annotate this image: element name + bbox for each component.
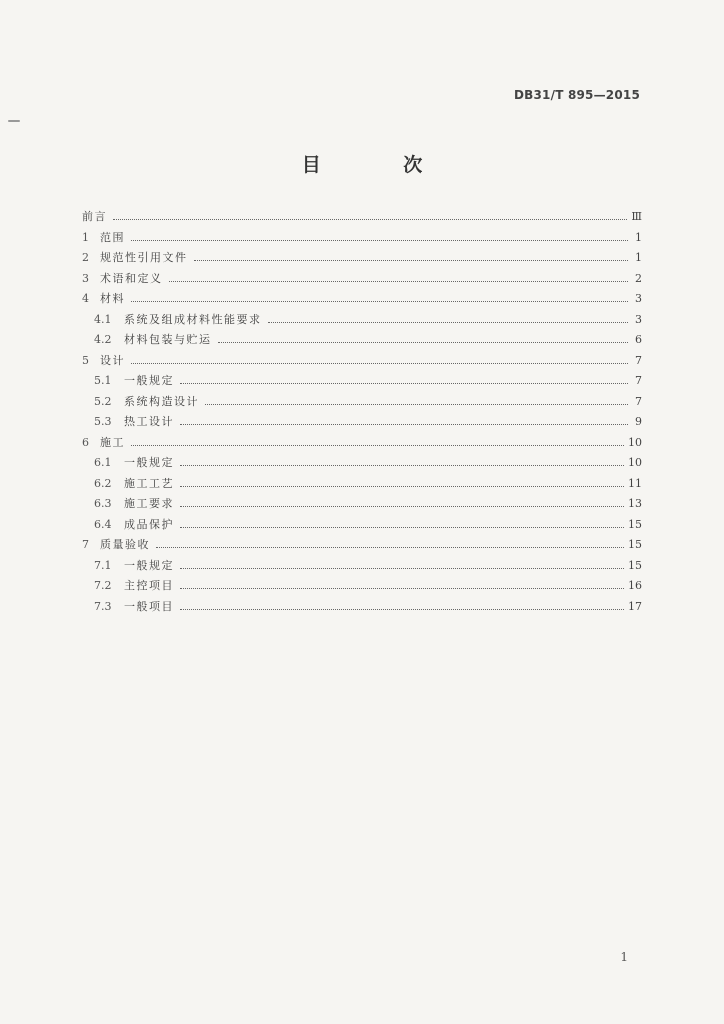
toc-entry-page: 9 (635, 415, 642, 428)
dot-leader (180, 485, 624, 487)
toc-entry-page: 7 (635, 394, 642, 408)
toc-entry-page: 15 (628, 538, 642, 551)
toc-entry[interactable] (82, 577, 642, 598)
toc-entry[interactable] (82, 290, 642, 311)
toc-entry-number: 7 (82, 538, 89, 551)
toc-entry-page: 6 (635, 333, 642, 346)
dot-leader (180, 567, 624, 569)
dot-leader (113, 218, 627, 220)
dot-leader (131, 300, 628, 302)
toc-entry-page: 11 (628, 476, 642, 490)
dot-leader (180, 505, 624, 507)
toc-entry-number: 6 (82, 435, 89, 449)
toc-entry-label: 材料 (100, 292, 125, 305)
toc-entry[interactable] (82, 516, 642, 537)
toc-entry-number: 6.3 (94, 497, 112, 510)
toc-entry-page: 7 (635, 353, 642, 367)
toc-entry-page: Ⅲ (631, 210, 642, 223)
toc-entry[interactable] (82, 229, 642, 250)
toc-entry-page: 13 (628, 497, 642, 510)
toc-entry[interactable] (82, 270, 642, 291)
toc-entry-page: 1 (635, 251, 642, 264)
dot-leader (180, 423, 628, 425)
toc-entry-page: 15 (628, 517, 642, 531)
dot-leader (131, 444, 624, 446)
toc-entry[interactable] (82, 413, 642, 434)
toc-entry-label: 设计 (100, 353, 125, 367)
page-number: 1 (620, 950, 628, 964)
dot-leader (180, 587, 624, 589)
toc-entry-number: 4 (82, 292, 89, 305)
toc-entry-label: 热工设计 (124, 415, 174, 428)
toc-entry[interactable] (82, 249, 642, 270)
page-title: 目 次 (301, 154, 461, 176)
dot-leader (194, 259, 629, 261)
toc-entry-label: 一般规定 (124, 558, 174, 572)
toc-entry-number: 2 (82, 251, 89, 264)
toc-entry-page: 10 (628, 435, 642, 449)
toc-entry-page: 3 (635, 312, 642, 326)
toc-entry-number: 6.1 (94, 456, 112, 469)
toc-entry-number: 7.3 (94, 599, 112, 613)
toc-entry-label: 施工工艺 (124, 476, 174, 490)
toc-entry-number: 4.2 (94, 333, 112, 346)
toc-entry-page: 10 (628, 456, 642, 469)
dot-leader (156, 546, 624, 548)
toc-entry-page: 2 (635, 271, 642, 285)
toc-entry-number: 1 (82, 230, 89, 244)
toc-entry[interactable] (82, 598, 642, 619)
toc-entry-label: 主控项目 (124, 579, 174, 592)
toc-entry[interactable] (82, 475, 642, 496)
toc-entry-label: 成品保护 (124, 517, 174, 531)
table-of-contents (82, 208, 642, 618)
toc-entry-number: 6.4 (94, 517, 112, 531)
toc-entry[interactable] (82, 352, 642, 373)
toc-entry-number: 4.1 (94, 312, 112, 326)
toc-entry-page: 3 (635, 292, 642, 305)
toc-entry[interactable] (82, 495, 642, 516)
toc-entry-label: 一般项目 (124, 599, 174, 613)
dot-leader (180, 608, 624, 610)
toc-entry-page: 16 (628, 579, 642, 592)
toc-entry[interactable] (82, 331, 642, 352)
dot-leader (268, 321, 629, 323)
toc-entry-page: 7 (635, 374, 642, 387)
toc-entry-label: 范围 (100, 230, 125, 244)
toc-entry-number: 5.3 (94, 415, 112, 428)
toc-entry-label: 系统及组成材料性能要求 (124, 312, 262, 326)
toc-entry-number: 7.1 (94, 558, 112, 572)
toc-entry-label: 施工 (100, 435, 125, 449)
toc-entry-label: 规范性引用文件 (100, 251, 188, 264)
dot-leader (218, 341, 629, 343)
toc-entry[interactable] (82, 454, 642, 475)
toc-entry[interactable] (82, 434, 642, 455)
toc-entry-label: 一般规定 (124, 456, 174, 469)
toc-entry-number: 5 (82, 353, 89, 367)
toc-entry[interactable] (82, 208, 642, 229)
dot-leader (180, 526, 624, 528)
toc-entry-page: 1 (635, 230, 642, 244)
toc-entry-label: 前言 (82, 210, 107, 223)
toc-entry-number: 6.2 (94, 476, 112, 490)
toc-entry-label: 质量验收 (100, 538, 150, 551)
toc-entry-number: 7.2 (94, 579, 112, 592)
dot-leader (180, 464, 624, 466)
toc-entry-label: 术语和定义 (100, 271, 163, 285)
toc-entry[interactable] (82, 311, 642, 332)
toc-entry-number: 3 (82, 271, 89, 285)
dot-leader (131, 362, 628, 364)
scan-artifact (8, 120, 20, 122)
dot-leader (131, 239, 628, 241)
toc-entry-label: 施工要求 (124, 497, 174, 510)
dot-leader (180, 382, 628, 384)
toc-entry[interactable] (82, 536, 642, 557)
toc-entry[interactable] (82, 372, 642, 393)
toc-entry-page: 17 (628, 599, 642, 613)
toc-entry[interactable] (82, 393, 642, 414)
dot-leader (169, 280, 629, 282)
standard-code: DB31/T 895—2015 (514, 88, 640, 102)
toc-entry-label: 系统构造设计 (124, 394, 199, 408)
toc-entry-label: 材料包装与贮运 (124, 333, 212, 346)
toc-entry-number: 5.2 (94, 394, 112, 408)
toc-entry-label: 一般规定 (124, 374, 174, 387)
toc-entry-page: 15 (628, 558, 642, 572)
toc-entry[interactable] (82, 557, 642, 578)
dot-leader (205, 403, 628, 405)
toc-entry-number: 5.1 (94, 374, 112, 387)
